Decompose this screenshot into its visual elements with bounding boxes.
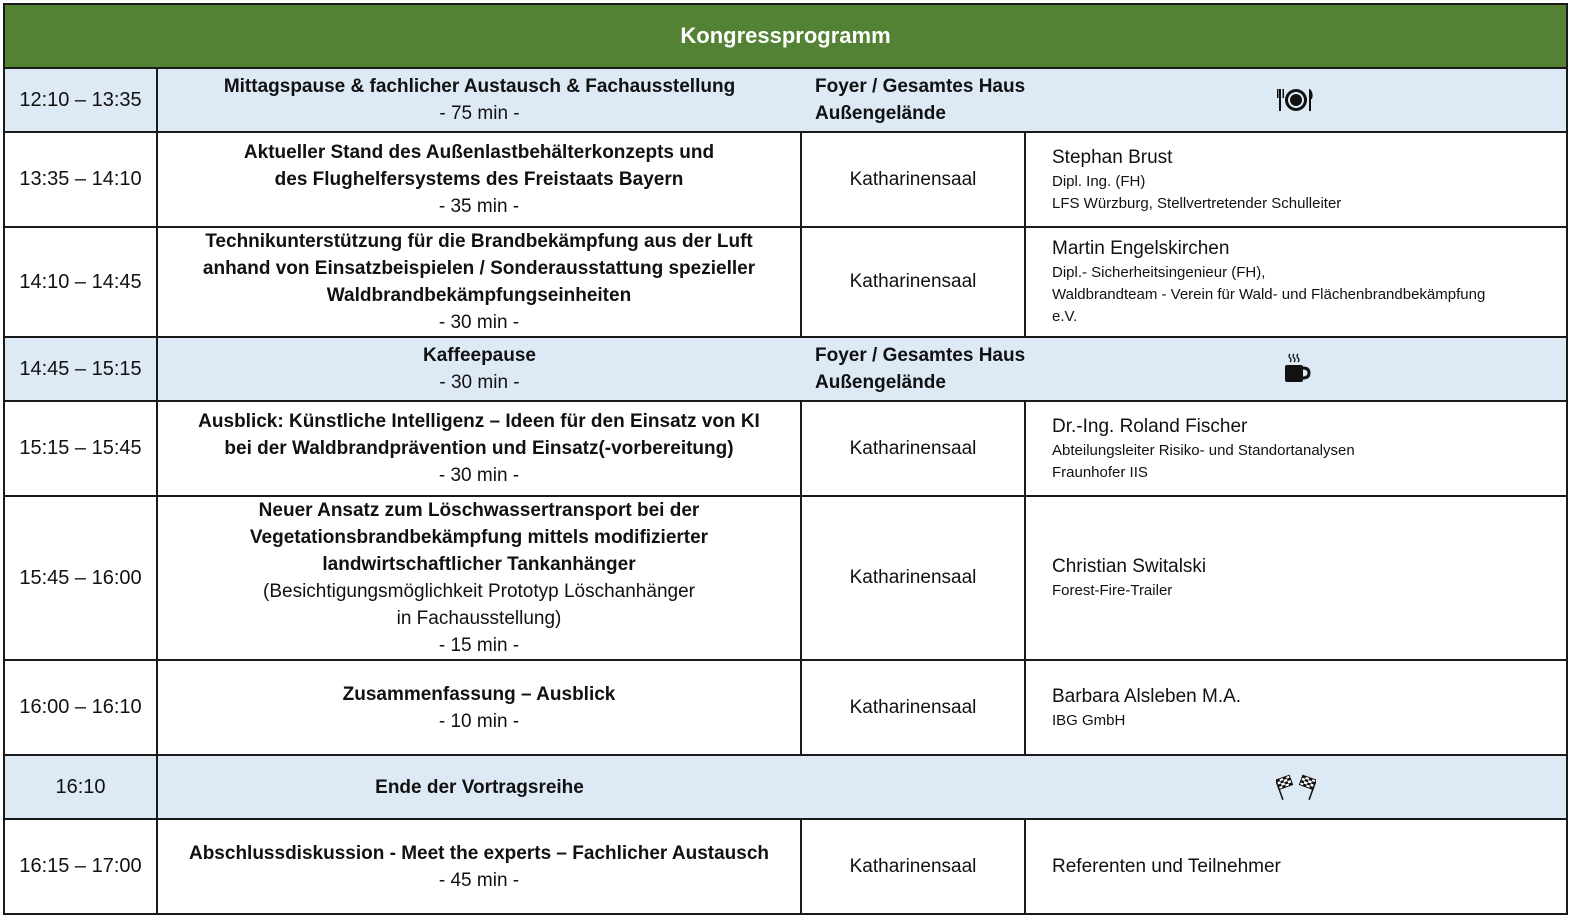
topic-cell [157,755,801,819]
topic-cell [157,660,801,755]
speaker-info: Dipl. Ing. (FH) [1052,172,1146,190]
session-row [4,227,1567,337]
speaker-info: Waldbrandteam - Verein für Wald- und Flächenbrandbekämpfung [1052,286,1486,303]
topic-line: Technikunterstützung für die Brandbekämpfung aus der Luft [205,231,753,252]
speaker-cell [1025,401,1567,496]
topic-title: Mittagspause & fachlicher Austausch & Fachausstellung [223,76,736,97]
speaker-name: Stephan Brust [1052,146,1173,168]
speaker-info: e.V. [1052,308,1078,325]
room-cell: Katharinensaal [801,227,1025,337]
topic-line: Ausblick: Künstliche Intelligenz – Ideen für den Einsatz von KI [198,411,760,432]
program-sheet [3,3,1566,915]
topic-title: Zusammenfassung – Ausblick [342,683,616,705]
icon-cell [1025,755,1567,819]
speaker-info: Abteilungsleiter Risiko- und Standortanalysen [1052,441,1355,459]
speaker-name: Barbara Alsleben M.A. [1052,685,1242,707]
session-row [4,660,1567,755]
room-cell: Katharinensaal [801,401,1025,496]
time-cell: 14:45 – 15:15 [4,337,157,401]
duration: - 30 min - [439,372,520,393]
title-row [4,4,1567,68]
location-line-1: Foyer / Gesamtes Haus [815,345,1026,366]
duration: - 45 min - [438,869,520,891]
time-cell: 14:10 – 14:45 [4,227,157,337]
topic-cell [157,68,801,132]
duration: - 35 min - [438,196,520,217]
coffee-icon [1281,360,1311,377]
session-row [4,819,1567,914]
time-cell: 15:15 – 15:45 [4,401,157,496]
break-row [4,337,1567,401]
program-table [3,3,1568,915]
end-row [4,755,1567,819]
speaker-cell [1025,660,1567,755]
session-row [4,401,1567,496]
speaker-cell [1025,496,1567,660]
room-cell: Katharinensaal [801,819,1025,914]
location-cell [801,68,1025,132]
speaker-name: Martin Engelskirchen [1052,238,1230,259]
dining-icon [1276,91,1316,108]
checkered-flags-icon [1276,778,1316,795]
room-cell: Katharinensaal [801,496,1025,660]
duration: - 75 min - [439,103,520,124]
room-cell: Katharinensaal [801,132,1025,227]
speaker-name: Referenten und Teilnehmer [1052,855,1281,877]
time-cell: 15:45 – 16:00 [4,496,157,660]
location-line-2: Außengelände [815,103,946,124]
topic-note: (Besichtigungsmöglichkeit Prototyp Löschanhänger [263,581,695,602]
icon-cell [1025,68,1567,132]
speaker-name: Dr.-Ing. Roland Fischer [1052,415,1248,437]
topic-line: Neuer Ansatz zum Löschwassertransport bei der [258,500,700,521]
program-title: Kongressprogramm [4,4,1567,68]
topic-title: Kaffeepause [423,345,536,366]
room-cell: Katharinensaal [801,660,1025,755]
session-row [4,132,1567,227]
topic-line: anhand von Einsatzbeispielen / Sonderausstattung spezieller [202,258,756,279]
topic-note: in Fachausstellung) [396,608,562,629]
time-cell: 13:35 – 14:10 [4,132,157,227]
topic-line: Waldbrandbekämpfungseinheiten [326,285,632,306]
speaker-cell [1025,819,1567,914]
topic-cell [157,132,801,227]
speaker-info: LFS Würzburg, Stellvertretender Schulleiter [1052,194,1342,212]
topic-cell [157,227,801,337]
duration: - 30 min - [438,312,520,333]
duration: - 30 min - [438,465,520,486]
empty-location-cell [801,755,1025,819]
duration: - 15 min - [438,635,520,656]
speaker-info: IBG GmbH [1052,711,1126,729]
topic-line: Vegetationsbrandbekämpfung mittels modifizierter [249,527,709,548]
icon-cell [1025,337,1567,401]
speaker-name: Christian Switalski [1052,556,1207,577]
topic-line: Aktueller Stand des Außenlastbehälterkonzepts und [243,142,715,163]
speaker-cell [1025,132,1567,227]
time-cell: 12:10 – 13:35 [4,68,157,132]
time-cell: 16:10 [4,755,157,819]
topic-cell [157,496,801,660]
duration: - 10 min - [438,710,520,732]
break-row [4,68,1567,132]
topic-line: des Flughelfersystems des Freistaats Bayern [274,169,684,190]
topic-cell [157,819,801,914]
time-cell: 16:00 – 16:10 [4,660,157,755]
speaker-info: Fraunhofer IIS [1052,463,1148,481]
location-line-1: Foyer / Gesamtes Haus [815,76,1026,97]
location-cell [801,337,1025,401]
session-row [4,496,1567,660]
topic-title: Ende der Vortragsreihe [375,776,584,798]
topic-line: bei der Waldbrandprävention und Einsatz(-vorbereitung) [224,438,734,459]
speaker-cell [1025,227,1567,337]
topic-line: landwirtschaftlicher Tankanhänger [322,554,636,575]
topic-cell [157,337,801,401]
speaker-info: Forest-Fire-Trailer [1052,582,1173,599]
location-line-2: Außengelände [815,372,946,393]
topic-cell [157,401,801,496]
time-cell: 16:15 – 17:00 [4,819,157,914]
speaker-info: Dipl.- Sicherheitsingenieur (FH), [1052,264,1266,281]
topic-title: Abschlussdiskussion - Meet the experts – Fachlicher Austausch [188,842,770,864]
